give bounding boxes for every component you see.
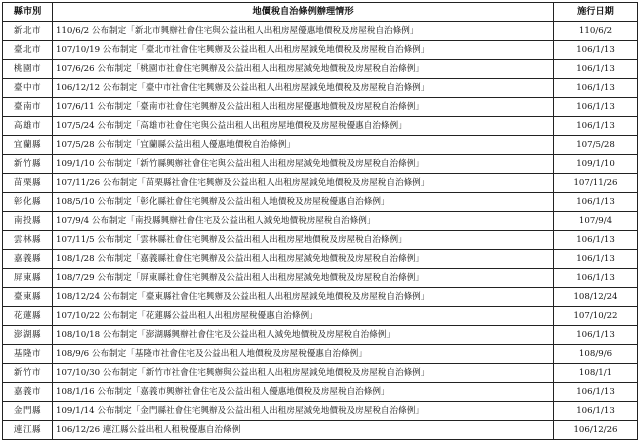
ordinance-cell: 109/1/14 公布制定「金門縣社會住宅興辦及公益出租人出租房屋減免地價稅及房屋稅自治條例」	[53, 402, 554, 421]
effective-date-cell: 106/1/13	[554, 79, 638, 98]
county-cell: 新竹縣	[3, 155, 53, 174]
table-row	[3, 231, 638, 250]
effective-date-cell: 108/12/24	[554, 288, 638, 307]
effective-date-cell: 108/1/1	[554, 364, 638, 383]
header-row	[3, 3, 638, 22]
effective-date-cell: 106/1/13	[554, 98, 638, 117]
county-cell: 嘉義縣	[3, 250, 53, 269]
effective-date-cell: 109/1/10	[554, 155, 638, 174]
county-cell: 新北市	[3, 22, 53, 41]
header-effective-date: 施行日期	[554, 3, 638, 22]
table-row	[3, 79, 638, 98]
county-cell: 連江縣	[3, 421, 53, 440]
ordinance-cell: 108/12/24 公布制定「臺東縣社會住宅興辦及公益出租人出租房屋減免地價稅及房屋稅自治條例」	[53, 288, 554, 307]
table-row	[3, 326, 638, 345]
ordinance-cell: 110/6/2 公布制定「新北市興辦社會住宅與公益出租人出租房屋優惠地價稅及房屋稅自治條例」	[53, 22, 554, 41]
effective-date-cell: 107/5/28	[554, 136, 638, 155]
county-cell: 嘉義市	[3, 383, 53, 402]
table-row	[3, 22, 638, 41]
county-cell: 宜蘭縣	[3, 136, 53, 155]
ordinance-cell: 108/1/16 公布制定「嘉義市興辦社會住宅及公益出租人優惠地價稅及房屋稅自治條例」	[53, 383, 554, 402]
table-row	[3, 98, 638, 117]
ordinance-cell: 107/11/26 公布制定「苗栗縣社會住宅興辦及公益出租人出租房屋減免地價稅及房屋稅自治條例」	[53, 174, 554, 193]
effective-date-cell: 107/11/26	[554, 174, 638, 193]
table-row	[3, 41, 638, 60]
county-cell: 臺北市	[3, 41, 53, 60]
table-row	[3, 212, 638, 231]
effective-date-cell: 106/1/13	[554, 402, 638, 421]
effective-date-cell: 107/9/4	[554, 212, 638, 231]
header-county: 縣市別	[3, 3, 53, 22]
table-row	[3, 117, 638, 136]
table-row	[3, 60, 638, 79]
table-row	[3, 288, 638, 307]
ordinance-cell: 106/12/26 連江縣公益出租人租稅優惠自治條例	[53, 421, 554, 440]
county-cell: 臺東縣	[3, 288, 53, 307]
table-row	[3, 364, 638, 383]
ordinance-cell: 109/1/10 公布制定「新竹縣興辦社會住宅與公益出租人出租房屋減免地價稅及房屋稅自治條例」	[53, 155, 554, 174]
table-row	[3, 136, 638, 155]
ordinance-cell: 108/5/10 公布制定「彰化縣社會住宅興辦及公益出租人地價稅及房屋稅優惠自治條例」	[53, 193, 554, 212]
effective-date-cell: 106/1/13	[554, 326, 638, 345]
ordinance-cell: 108/1/28 公布制定「嘉義縣社會住宅興辦及公益出租人出租房屋減免地價稅及房屋稅自治條例」	[53, 250, 554, 269]
effective-date-cell: 106/1/13	[554, 117, 638, 136]
ordinance-cell: 108/7/29 公布制定「屏東縣社會住宅興辦及公益出租人出租房屋減免地價稅及房屋稅自治條例」	[53, 269, 554, 288]
table-body	[3, 22, 638, 440]
table-row	[3, 421, 638, 440]
effective-date-cell: 106/1/13	[554, 383, 638, 402]
county-cell: 彰化縣	[3, 193, 53, 212]
table-row	[3, 307, 638, 326]
effective-date-cell: 106/12/26	[554, 421, 638, 440]
effective-date-cell: 106/1/13	[554, 41, 638, 60]
county-cell: 苗栗縣	[3, 174, 53, 193]
county-cell: 花蓮縣	[3, 307, 53, 326]
table-row	[3, 345, 638, 364]
ordinance-cell: 106/12/12 公布制定「臺中市社會住宅興辦及公益出租人出租房屋減免地價稅及房屋稅自治條例」	[53, 79, 554, 98]
ordinance-cell: 107/6/11 公布制定「臺南市社會住宅興辦及公益出租人出租房屋優惠地價稅及房屋稅自治條例」	[53, 98, 554, 117]
county-cell: 桃園市	[3, 60, 53, 79]
effective-date-cell: 106/1/13	[554, 250, 638, 269]
effective-date-cell: 106/1/13	[554, 269, 638, 288]
ordinance-cell: 107/5/24 公布制定「高雄市社會住宅與公益出租人出租房屋地價稅及房屋稅優惠自治條例」	[53, 117, 554, 136]
table-row	[3, 250, 638, 269]
ordinance-cell: 107/6/26 公布制定「桃園市社會住宅興辦及公益出租人出租房屋減免地價稅及房屋稅自治條例」	[53, 60, 554, 79]
effective-date-cell: 106/1/13	[554, 193, 638, 212]
county-cell: 高雄市	[3, 117, 53, 136]
table-row	[3, 174, 638, 193]
effective-date-cell: 106/1/13	[554, 231, 638, 250]
county-cell: 臺南市	[3, 98, 53, 117]
effective-date-cell: 108/9/6	[554, 345, 638, 364]
county-cell: 屏東縣	[3, 269, 53, 288]
county-cell: 臺中市	[3, 79, 53, 98]
ordinance-cell: 107/10/30 公布制定「新竹市社會住宅興辦與公益出租人出租房屋減免地價稅及房屋稅自治條例」	[53, 364, 554, 383]
tax-ordinance-table	[2, 2, 638, 440]
ordinance-cell: 107/9/4 公布制定「南投縣興辦社會住宅及公益出租人減免地價稅房屋稅自治條例」	[53, 212, 554, 231]
county-cell: 基隆市	[3, 345, 53, 364]
county-cell: 雲林縣	[3, 231, 53, 250]
table-row	[3, 193, 638, 212]
ordinance-cell: 107/5/28 公布制定「宜蘭縣公益出租人優惠地價稅自治條例」	[53, 136, 554, 155]
header-ordinance: 地價稅自治條例辦理情形	[53, 3, 554, 22]
county-cell: 南投縣	[3, 212, 53, 231]
ordinance-cell: 108/9/6 公布制定「基隆市社會住宅及公益出租人地價稅及房屋稅優惠自治條例」	[53, 345, 554, 364]
table-row	[3, 269, 638, 288]
effective-date-cell: 106/1/13	[554, 60, 638, 79]
table-row	[3, 383, 638, 402]
ordinance-cell: 108/10/18 公布制定「澎湖縣興辦社會住宅及公益出租人減免地價稅及房屋稅自治條例」	[53, 326, 554, 345]
county-cell: 新竹市	[3, 364, 53, 383]
effective-date-cell: 110/6/2	[554, 22, 638, 41]
effective-date-cell: 107/10/22	[554, 307, 638, 326]
table-row	[3, 402, 638, 421]
ordinance-cell: 107/11/5 公布制定「雲林縣社會住宅興辦及公益出租人出租房屋地價稅及房屋稅自治條例」	[53, 231, 554, 250]
ordinance-cell: 107/10/22 公布制定「花蓮縣公益出租人出租房屋稅優惠自治條例」	[53, 307, 554, 326]
county-cell: 澎湖縣	[3, 326, 53, 345]
ordinance-cell: 107/10/19 公布制定「臺北市社會住宅興辦及公益出租人出租房屋減免地價稅及房屋稅自治條例」	[53, 41, 554, 60]
table-row	[3, 155, 638, 174]
county-cell: 金門縣	[3, 402, 53, 421]
